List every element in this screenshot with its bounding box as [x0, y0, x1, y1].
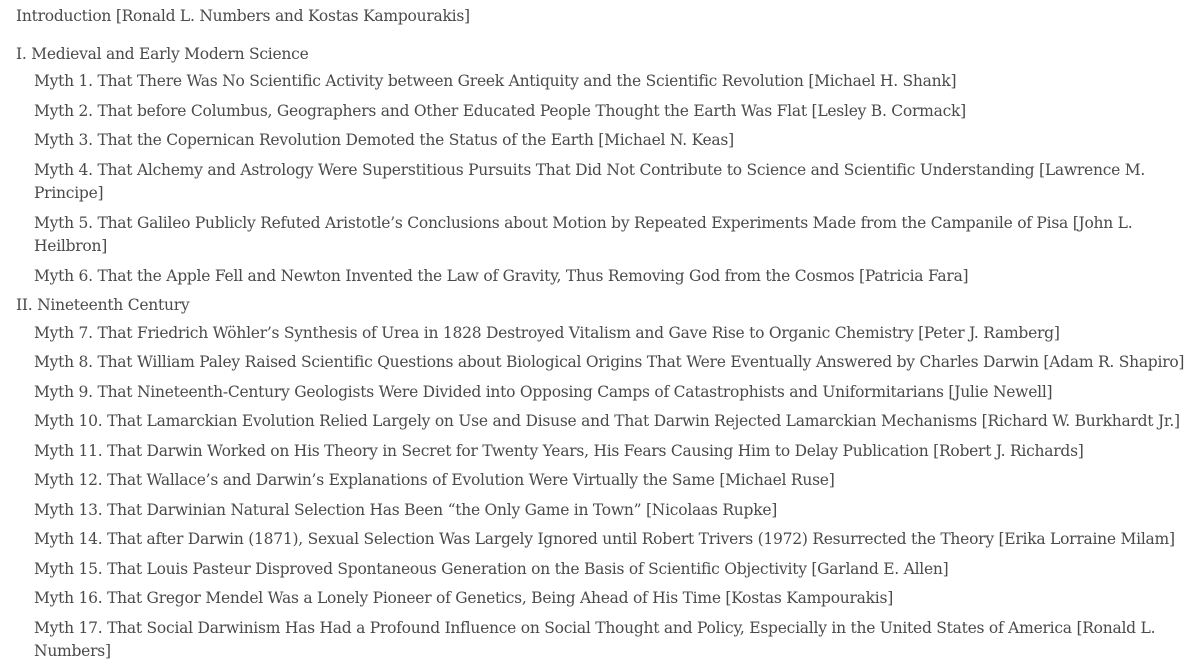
toc-entry: Myth 16. That Gregor Mendel Was a Lonely Pioneer of Genetics, Being Ahead of His Time [Kostas Kampourakis] — [34, 589, 894, 607]
toc-entry: Myth 2. That before Columbus, Geographers and Other Educated People Thought the Earth Was Flat [Lesley B. Cormack] — [34, 101, 966, 120]
section-title: I. Medieval and Early Modern Science — [16, 44, 309, 63]
toc-entry: Myth 10. That Lamarckian Evolution Relied Largely on Use and Disuse and That Darwin Rejected Lamarckian Mechanisms [Richard W. Burkhardt Jr.] — [34, 412, 1180, 430]
toc-introduction: Introduction [Ronald L. Numbers and Kostas Kampourakis] — [16, 7, 470, 25]
toc-entry: Myth 3. That the Copernican Revolution Demoted the Status of the Earth [Michael N. Keas] — [34, 131, 734, 149]
toc-entry: Myth 9. That Nineteenth-Century Geologists Were Divided into Opposing Camps of Catastrophists and Uniformitarians [Julie Newell] — [34, 382, 1053, 401]
toc-entry: Myth 11. That Darwin Worked on His Theory in Secret for Twenty Years, His Fears Causing Him to Delay Publication [Robert J. Richards] — [34, 441, 1084, 460]
toc-entry: Myth 12. That Wallace’s and Darwin’s Explanations of Evolution Were Virtually the Same [Michael Ruse] — [34, 471, 835, 489]
toc-entry: Myth 17. That Social Darwinism Has Had a Profound Influence on Social Thought and Policy, Especially in the United States of America [Ronald L. Numbers] — [34, 618, 1156, 660]
toc-section-medieval — [16, 43, 1200, 289]
toc-entry: Myth 7. That Friedrich Wöhler’s Synthesis of Urea in 1828 Destroyed Vitalism and Gave Rise to Organic Chemistry [Peter J. Ramberg] — [34, 323, 1060, 342]
toc-entry: Myth 8. That William Paley Raised Scientific Questions about Biological Origins That Were Eventually Answered by Charles Darwin [Adam R. Shapiro] — [34, 353, 1185, 371]
toc-entry: Myth 1. That There Was No Scientific Activity between Greek Antiquity and the Scientific Revolution [Michael H. Shank] — [34, 72, 957, 90]
toc-entry: Myth 4. That Alchemy and Astrology Were Superstitious Pursuits That Did Not Contribute to Science and Scientific Understanding [Lawrence M. Principe] — [34, 160, 1146, 202]
toc-entry: Myth 14. That after Darwin (1871), Sexual Selection Was Largely Ignored until Robert Trivers (1972) Resurrected the Theory [Erika Lorraine Milam] — [34, 530, 1175, 548]
toc-entry: Myth 5. That Galileo Publicly Refuted Aristotle’s Conclusions about Motion by Repeated Experiments Made from the Campanile of Pisa [John L. Heilbron] — [34, 213, 1133, 255]
toc-entry: Myth 13. That Darwinian Natural Selection Has Been “the Only Game in Town” [Nicolaas Rupke] — [34, 500, 778, 519]
section-title: II. Nineteenth Century — [16, 296, 190, 314]
toc-entry: Myth 15. That Louis Pasteur Disproved Spontaneous Generation on the Basis of Scientific Objectivity [Garland E. Allen] — [34, 559, 949, 578]
toc-section-nineteenth-century — [16, 294, 1200, 664]
toc-entry: Myth 6. That the Apple Fell and Newton Invented the Law of Gravity, Thus Removing God from the Cosmos [Patricia Fara] — [34, 266, 969, 285]
